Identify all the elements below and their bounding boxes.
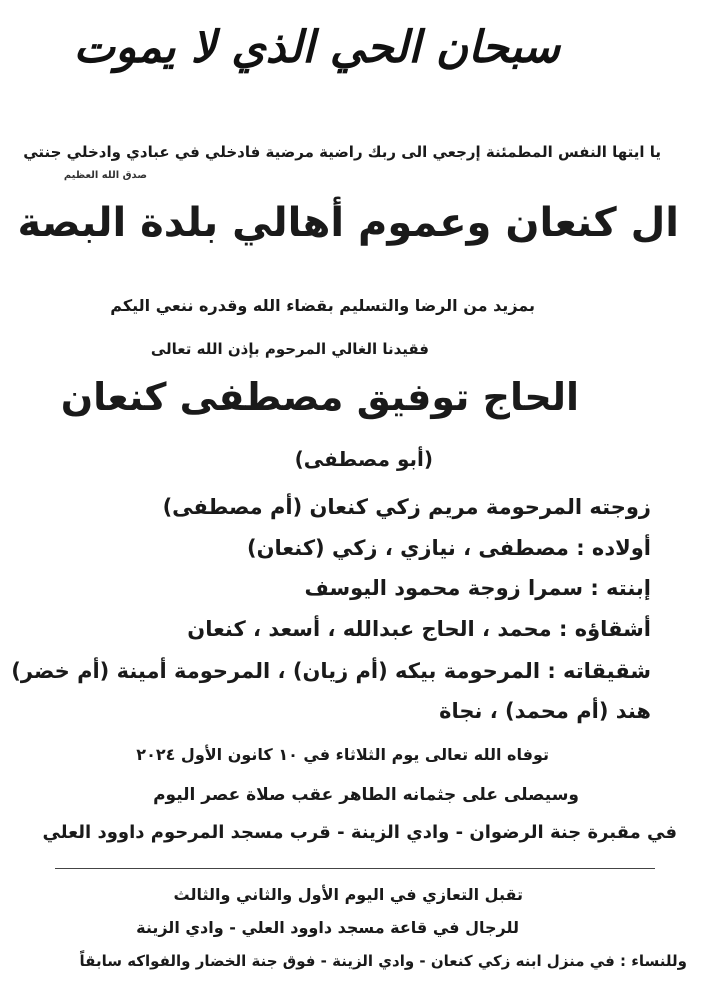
quran-verse: يا ايتها النفس المطمئنة إرجعي الى ربك راضية مرضية فادخلي في عبادي وادخلي جنتي (23, 143, 661, 161)
relative-sisters: شقيقاته : المرحومة بيكه (أم زيان) ، المرحومة أمينة (أم خضر) (11, 659, 651, 683)
deceased-name: الحاج توفيق مصطفى كنعان (60, 375, 579, 419)
intro-line-2: فقيدنا الغالي المرحوم بإذن الله تعالى (150, 340, 429, 358)
funeral-prayer: وسيصلى على جثمانه الطاهر عقب صلاة عصر اليوم (153, 785, 579, 805)
deceased-nickname: (أبو مصطفى) (294, 447, 433, 471)
divider (55, 868, 655, 869)
family-title: ال كنعان وعموم أهالي بلدة البصة (17, 200, 679, 246)
relative-daughter: إبنته : سمرا زوجة محمود اليوسف (304, 576, 651, 600)
relative-brothers: أشقاؤه : محمد ، الحاج عبدالله ، أسعد ، كنعان (187, 617, 651, 641)
relative-wife: زوجته المرحومة مريم زكي كنعان (أم مصطفى) (162, 495, 651, 519)
relative-sons: أولاده : مصطفى ، نيازي ، زكي (كنعان) (247, 536, 651, 560)
condolences-days: تقبل التعازي في اليوم الأول والثاني والثالث (173, 885, 523, 904)
verse-source: صدق الله العظيم (63, 170, 147, 181)
relative-sisters-continued: هند (أم محمد) ، نجاة (439, 699, 651, 723)
condolences-men: للرجال في قاعة مسجد داوود العلي - وادي الزينة (136, 918, 519, 937)
intro-line-1: بمزيد من الرضا والتسليم بقضاء الله وقدره ننعي اليكم (110, 296, 535, 315)
death-date: توفاه الله تعالى يوم الثلاثاء في ١٠ كانون الأول ٢٠٢٤ (136, 745, 549, 764)
burial-location: في مقبرة جنة الرضوان - وادي الزينة - قرب مسجد المرحوم داوود العلي (42, 822, 677, 843)
header-calligraphy: سبحان الحي الذي لا يموت (73, 22, 560, 73)
condolences-women: وللنساء : في منزل ابنه زكي كنعان - وادي الزينة - فوق جنة الخضار والفواكه سابقاً (79, 952, 687, 970)
